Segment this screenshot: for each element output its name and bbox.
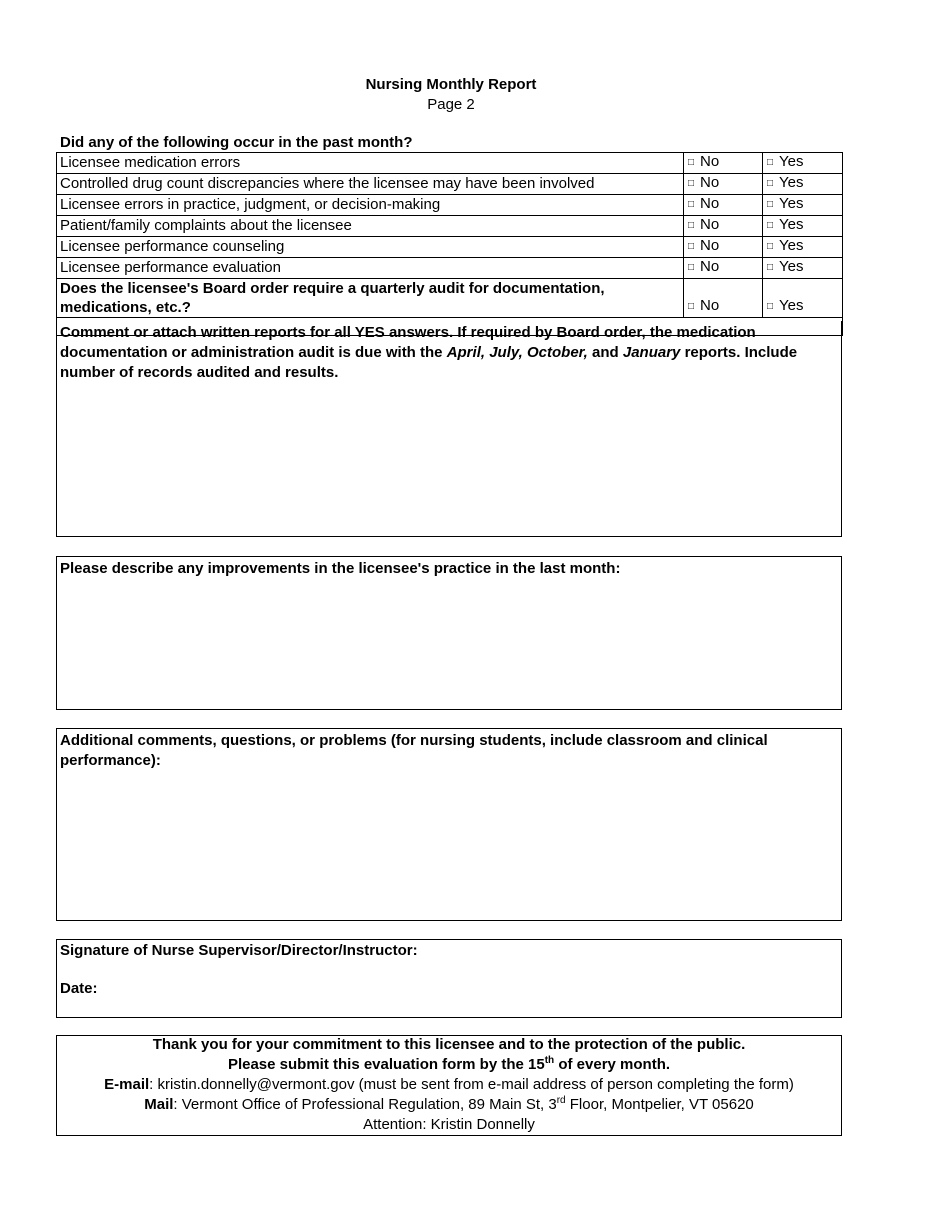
checkbox-icon: □ — [767, 199, 774, 210]
yes-label: Yes — [779, 216, 804, 233]
comment-instructions: Comment or attach written reports for all YES answers. If required by Board order, the medication documentation or administration audit is due with the April, July, October, and January reports. Include number of records audited and results. — [60, 324, 798, 381]
no-checkbox[interactable] — [684, 279, 763, 318]
yes-label: Yes — [779, 258, 804, 275]
no-label: No — [700, 153, 720, 170]
checkbox-icon: □ — [767, 157, 774, 168]
question-label: Licensee errors in practice, judgment, or decision-making — [57, 195, 684, 216]
no-checkbox[interactable] — [684, 258, 763, 279]
no-checkbox[interactable] — [684, 216, 763, 237]
checkbox-icon: □ — [688, 301, 695, 312]
checkbox-icon: □ — [767, 241, 774, 252]
footer-notice — [56, 1035, 842, 1136]
no-checkbox[interactable] — [684, 153, 763, 174]
no-label: No — [700, 297, 720, 314]
footer-attention: Attention: Kristin Donnelly — [363, 1116, 535, 1133]
question-label: Patient/family complaints about the licensee — [57, 216, 684, 237]
yes-label: Yes — [779, 174, 804, 191]
no-label: No — [700, 195, 720, 212]
audit-question-label: Does the licensee's Board order require a quarterly audit for documentation, medications, etc.? — [57, 279, 684, 318]
question-row — [57, 174, 843, 195]
question-row — [57, 216, 843, 237]
checkbox-icon: □ — [767, 301, 774, 312]
comment-field[interactable] — [56, 321, 842, 537]
signature-block — [56, 939, 842, 1018]
audit-question-row — [57, 279, 843, 318]
yes-checkbox[interactable] — [763, 153, 843, 174]
checkbox-icon: □ — [688, 241, 695, 252]
additional-comments-field[interactable] — [56, 728, 842, 921]
improvements-field[interactable] — [56, 556, 842, 710]
yes-label: Yes — [779, 297, 804, 314]
checkbox-icon: □ — [688, 199, 695, 210]
checkbox-icon: □ — [767, 178, 774, 189]
signature-field[interactable]: Signature of Nurse Supervisor/Director/Instructor: — [60, 942, 418, 959]
date-field[interactable]: Date: — [60, 980, 98, 997]
yes-label: Yes — [779, 195, 804, 212]
checkbox-icon: □ — [688, 262, 695, 273]
yes-checkbox[interactable] — [763, 174, 843, 195]
yes-checkbox[interactable] — [763, 195, 843, 216]
yes-label: Yes — [779, 153, 804, 170]
yes-label: Yes — [779, 237, 804, 254]
checkbox-icon: □ — [688, 220, 695, 231]
question-row — [57, 237, 843, 258]
page-title: Nursing Monthly Report — [365, 76, 537, 93]
additional-comments-label: Additional comments, questions, or problems (for nursing students, include classroom and clinical performance): — [60, 732, 768, 769]
footer-thanks: Thank you for your commitment to this licensee and to the protection of the public. — [152, 1036, 746, 1053]
question-label: Controlled drug count discrepancies where the licensee may have been involved — [57, 174, 684, 195]
checkbox-icon: □ — [767, 262, 774, 273]
checkbox-icon: □ — [688, 157, 695, 168]
no-label: No — [700, 258, 720, 275]
improvements-label: Please describe any improvements in the licensee's practice in the last month: — [60, 560, 621, 577]
question-label: Licensee medication errors — [57, 153, 684, 174]
yes-checkbox[interactable] — [763, 237, 843, 258]
yes-checkbox[interactable] — [763, 279, 843, 318]
footer-mail: Mail: Vermont Office of Professional Regulation, 89 Main St, 3rd Floor, Montpelier, VT 05620 — [144, 1095, 754, 1113]
checkbox-icon: □ — [688, 178, 695, 189]
footer-email: E-mail: kristin.donnelly@vermont.gov (must be sent from e-mail address of person completing the form) — [104, 1076, 794, 1093]
page-number: Page 2 — [427, 96, 475, 113]
no-checkbox[interactable] — [684, 174, 763, 195]
checkbox-icon: □ — [767, 220, 774, 231]
footer-deadline: Please submit this evaluation form by the 15th of every month. — [227, 1055, 671, 1073]
questionnaire-prompt: Did any of the following occur in the past month? — [60, 134, 413, 151]
email-address[interactable]: : kristin.donnelly@vermont.gov (must be sent from e-mail address of person completing the form) — [149, 1076, 794, 1093]
question-label: Licensee performance evaluation — [57, 258, 684, 279]
no-checkbox[interactable] — [684, 237, 763, 258]
no-label: No — [700, 216, 720, 233]
no-label: No — [700, 174, 720, 191]
yes-checkbox[interactable] — [763, 258, 843, 279]
yes-checkbox[interactable] — [763, 216, 843, 237]
question-row — [57, 258, 843, 279]
no-checkbox[interactable] — [684, 195, 763, 216]
questionnaire-table — [56, 152, 843, 336]
question-row — [57, 153, 843, 174]
no-label: No — [700, 237, 720, 254]
question-label: Licensee performance counseling — [57, 237, 684, 258]
question-row — [57, 195, 843, 216]
